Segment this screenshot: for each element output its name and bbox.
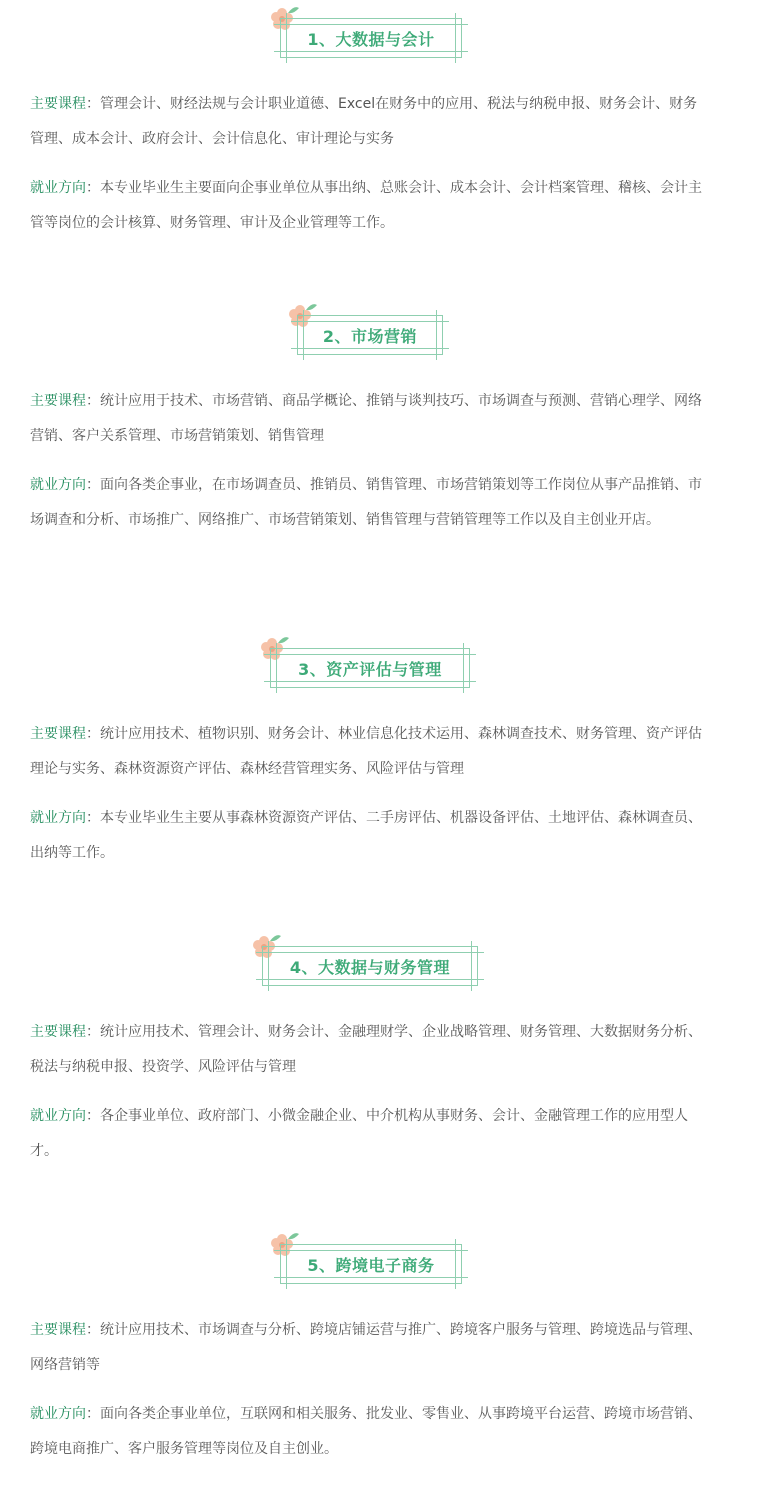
course-paragraph [0, 717, 779, 787]
career-paragraph [0, 468, 779, 538]
section-1 [0, 5, 779, 241]
course-label: 主要课程 [30, 1024, 86, 1040]
course-text: ：管理会计、财经法规与会计职业道德、Excel在财务中的应用、税法与纳税申报、财务会计、财务管理、成本会计、政府会计、会计信息化、审计理论与实务 [30, 96, 698, 147]
course-text: ：统计应用于技术、市场营销、商品学概论、推销与谈判技巧、市场调查与预测、营销心理学、网络营销、客户关系管理、市场营销策划、销售管理 [30, 393, 702, 444]
section-5 [0, 1231, 779, 1467]
career-text: ：各企事业单位、政府部门、小微金融企业、中介机构从事财务、会计、金融管理工作的应用型人才。 [30, 1108, 688, 1159]
course-label: 主要课程 [30, 96, 86, 112]
career-label: 就业方向 [30, 1406, 86, 1422]
career-text: ：本专业毕业生主要从事森林资源资产评估、二手房评估、机器设备评估、土地评估、森林调查员、出纳等工作。 [30, 810, 702, 861]
section-3 [0, 635, 779, 871]
career-paragraph [0, 801, 779, 871]
course-paragraph [0, 1313, 779, 1383]
course-paragraph [0, 87, 779, 157]
section-title-text: 4、大数据与财务管理 [289, 957, 451, 977]
course-label: 主要课程 [30, 1322, 86, 1338]
career-paragraph [0, 1099, 779, 1169]
course-text: ：统计应用技术、市场调查与分析、跨境店铺运营与推广、跨境客户服务与管理、跨境选品与管理、网络营销等 [30, 1322, 702, 1373]
section-title-frame [0, 635, 779, 695]
course-label: 主要课程 [30, 726, 86, 742]
section-2 [0, 302, 779, 538]
career-text: ：面向各类企事业，在市场调查员、推销员、销售管理、市场营销策划等工作岗位从事产品推销、市场调查和分析、市场推广、网络推广、市场营销策划、销售管理与营销管理等工作以及自主创业开店。 [30, 477, 702, 528]
course-paragraph [0, 1015, 779, 1085]
section-title [280, 1244, 462, 1284]
career-text: ：面向各类企事业单位，互联网和相关服务、批发业、零售业、从事跨境平台运营、跨境市场营销、跨境电商推广、客户服务管理等岗位及自主创业。 [30, 1406, 702, 1457]
section-title-text: 3、资产评估与管理 [298, 659, 442, 679]
course-text: ：统计应用技术、管理会计、财务会计、金融理财学、企业战略管理、财务管理、大数据财务分析、税法与纳税申报、投资学、风险评估与管理 [30, 1024, 702, 1075]
section-title-text: 5、跨境电子商务 [307, 1255, 435, 1275]
section-title [297, 315, 443, 355]
career-text: ：本专业毕业生主要面向企事业单位从事出纳、总账会计、成本会计、会计档案管理、稽核、会计主管等岗位的会计核算、财务管理、审计及企业管理等工作。 [30, 180, 702, 231]
section-title-text: 2、市场营销 [322, 326, 418, 346]
section-title [262, 946, 478, 986]
section-title-frame [0, 5, 779, 65]
career-label: 就业方向 [30, 1108, 86, 1124]
section-4 [0, 933, 779, 1169]
career-label: 就业方向 [30, 810, 86, 826]
course-text: ：统计应用技术、植物识别、财务会计、林业信息化技术运用、森林调查技术、财务管理、资产评估理论与实务、森林资源资产评估、森林经营管理实务、风险评估与管理 [30, 726, 702, 777]
career-paragraph [0, 1397, 779, 1467]
career-label: 就业方向 [30, 180, 86, 196]
section-title-text: 1、大数据与会计 [307, 29, 435, 49]
career-paragraph [0, 171, 779, 241]
section-title [280, 18, 462, 58]
section-title [270, 648, 470, 688]
career-label: 就业方向 [30, 477, 86, 493]
section-title-frame [0, 302, 779, 362]
section-title-frame [0, 933, 779, 993]
section-title-frame [0, 1231, 779, 1291]
course-label: 主要课程 [30, 393, 86, 409]
course-paragraph [0, 384, 779, 454]
